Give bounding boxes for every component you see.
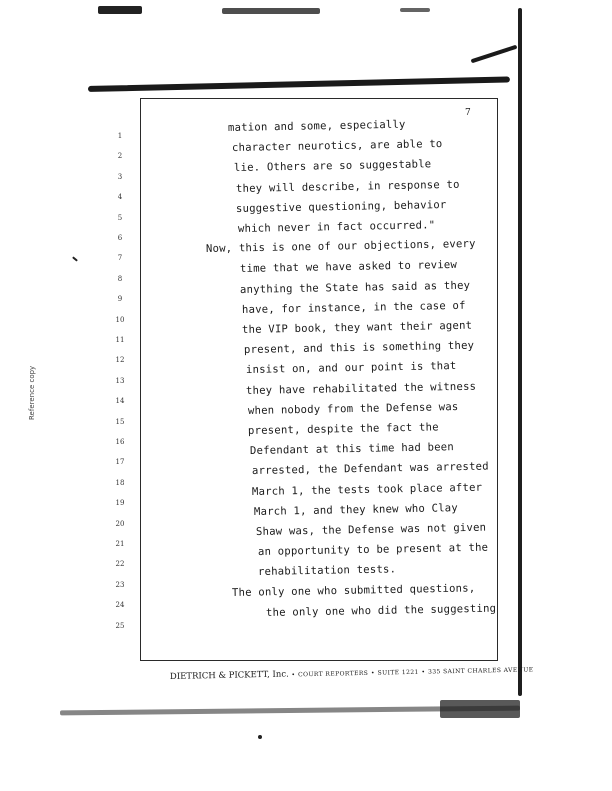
scan-dot bbox=[258, 735, 262, 739]
line-number: 21 bbox=[115, 540, 125, 548]
line-number: 1 bbox=[117, 132, 123, 140]
side-stamp: Reference copy bbox=[28, 365, 36, 420]
line-number: 25 bbox=[115, 621, 125, 630]
transcript-line: they will describe, in response to bbox=[235, 178, 460, 195]
transcript-line: mation and some, especially bbox=[227, 118, 406, 134]
line-number: 2 bbox=[117, 152, 123, 161]
transcript-line: which never in fact occurred." bbox=[237, 219, 436, 235]
line-number: 5 bbox=[117, 213, 123, 222]
transcript-line: the VIP book, they want their agent bbox=[241, 319, 473, 336]
transcript-line: insist on, and our point is that bbox=[245, 360, 457, 377]
footer-role: COURT REPORTERS bbox=[298, 669, 369, 679]
transcript-line: the only one who did the suggesting bbox=[265, 602, 497, 619]
line-number: 20 bbox=[115, 519, 125, 528]
transcript-line: character neurotics, are able to bbox=[231, 138, 443, 155]
transcript-line: present, despite the fact the bbox=[247, 421, 439, 437]
scan-smudge-top-mid bbox=[222, 8, 320, 14]
footer-separator: • bbox=[291, 671, 296, 679]
line-number: 22 bbox=[115, 560, 125, 569]
scan-smudge-top-right bbox=[400, 8, 430, 12]
transcript-line: Defendant at this time had been bbox=[249, 441, 454, 458]
transcript-line: Now, this is one of our objections, every bbox=[205, 238, 476, 256]
line-number: 19 bbox=[115, 499, 125, 508]
line-number: 10 bbox=[115, 315, 125, 324]
line-number: 15 bbox=[115, 417, 125, 426]
line-number: 14 bbox=[115, 397, 125, 406]
page-corner-edge bbox=[471, 45, 518, 64]
transcript-line: The only one who submitted questions, bbox=[231, 581, 476, 599]
transcript-line: time that we have asked to review bbox=[239, 259, 458, 276]
line-number: 6 bbox=[117, 234, 123, 242]
line-number: 17 bbox=[115, 458, 125, 467]
transcript-line: have, for instance, in the case of bbox=[241, 299, 466, 316]
scan-mark-left bbox=[72, 256, 78, 261]
page-right-edge bbox=[518, 8, 522, 696]
line-number: 11 bbox=[115, 336, 125, 344]
line-number: 24 bbox=[115, 601, 125, 610]
transcript-line: anything the State has said as they bbox=[239, 279, 471, 296]
line-number: 12 bbox=[115, 356, 125, 365]
transcript-line: rehabilitation tests. bbox=[257, 563, 397, 579]
line-number: 16 bbox=[115, 438, 125, 446]
footer-separator: • bbox=[421, 668, 426, 676]
transcript-line: March 1, the tests took place after bbox=[251, 481, 483, 498]
transcript-line: Shaw was, the Defense was not given bbox=[255, 521, 487, 538]
scan-smudge-top-left bbox=[98, 6, 142, 14]
footer-firm: DIETRICH & PICKETT, Inc. bbox=[169, 669, 289, 682]
transcript-line: suggestive questioning, behavior bbox=[235, 198, 447, 215]
footer-separator: • bbox=[370, 669, 376, 677]
line-number: 8 bbox=[117, 274, 123, 283]
scan-smudge-bottom-right bbox=[440, 700, 520, 718]
transcript-line: they have rehabilitated the witness bbox=[245, 380, 477, 397]
line-number: 23 bbox=[115, 580, 125, 589]
transcript-line: an opportunity to be present at the bbox=[257, 541, 489, 559]
court-reporter-footer bbox=[170, 664, 534, 682]
line-number: 3 bbox=[117, 172, 123, 181]
line-number: 7 bbox=[117, 254, 123, 263]
transcript-line: present, and this is something they bbox=[243, 339, 475, 357]
line-number: 18 bbox=[115, 478, 125, 487]
page-number: 7 bbox=[465, 108, 471, 118]
footer-address: 335 SAINT CHARLES AVENUE bbox=[428, 666, 534, 676]
line-number: 13 bbox=[115, 376, 125, 385]
transcript-line: lie. Others are so suggestable bbox=[233, 158, 432, 175]
page-top-edge bbox=[88, 76, 510, 92]
transcript-line: arrested, the Defendant was arrested bbox=[251, 460, 489, 478]
footer-suite: SUITE 1221 bbox=[377, 668, 419, 677]
transcript-line: March 1, and they knew who Clay bbox=[253, 501, 458, 518]
line-number: 9 bbox=[117, 295, 123, 304]
transcript-line: when nobody from the Defense was bbox=[247, 400, 459, 417]
line-number: 4 bbox=[117, 193, 123, 202]
